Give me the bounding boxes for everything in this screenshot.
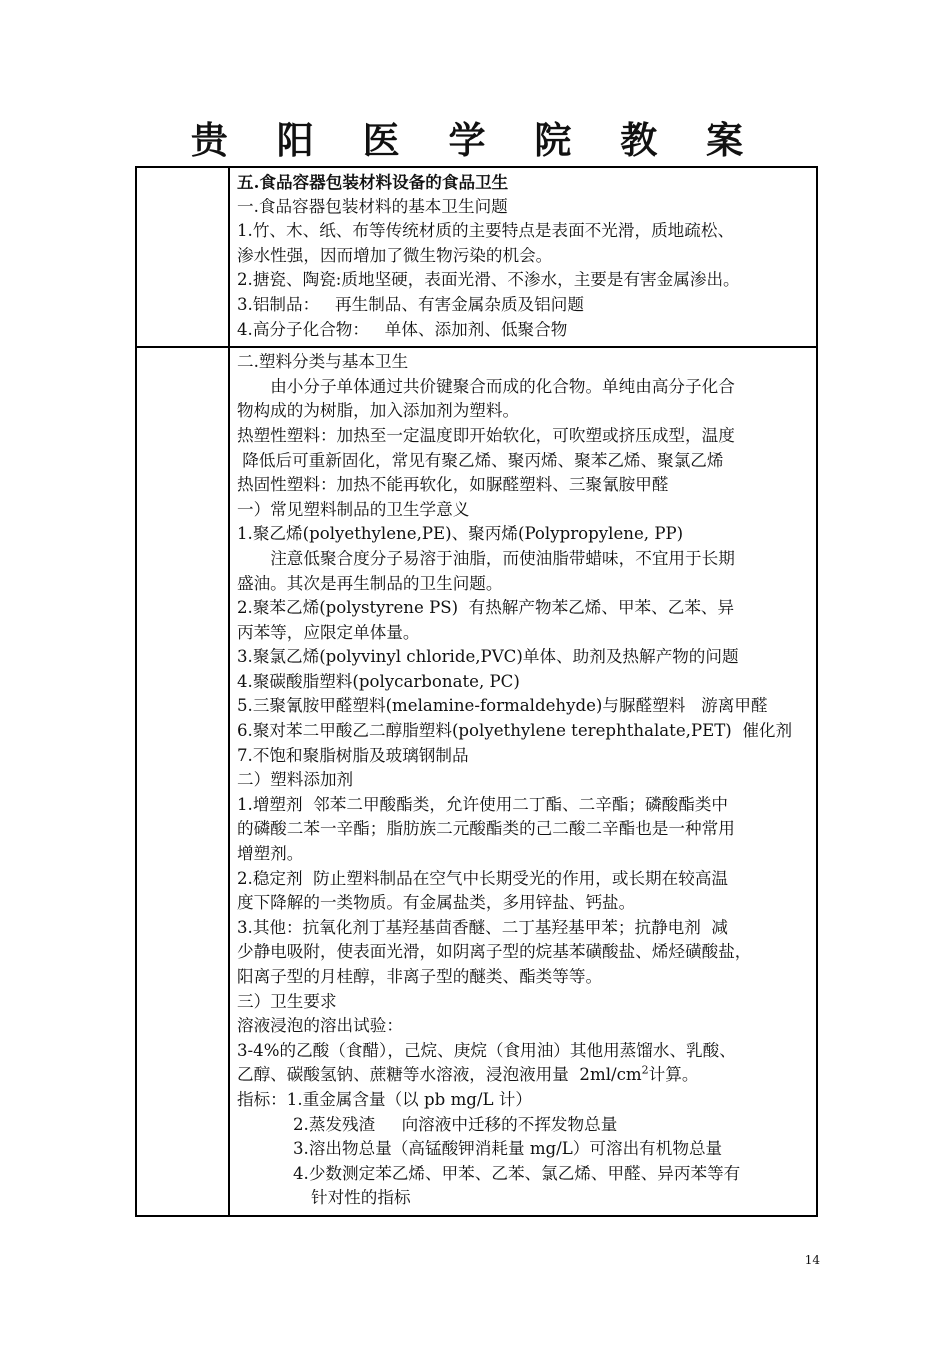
text-line: 由小分子单体通过共价键聚合而成的化合物。单纯由高分子化合 [270,376,735,396]
left-column-cell [136,347,229,1216]
text-line: 阳离子型的月桂醇，非离子型的醚类、酯类等等。 [237,967,603,986]
text-line: 1.聚乙烯(polyethylene,PE)、聚丙烯(Polypropylene, PP) [237,524,684,544]
text-line: 物构成的为树脂，加入添加剂为塑料。 [237,401,520,421]
table-row [136,167,817,347]
text-line: 3.其他：抗氧化剂丁基羟基茴香醚、二丁基羟基甲苯；抗静电剂 减 [237,917,729,937]
text-line [237,1063,810,1088]
subheading: 一）常见塑料制品的卫生学意义 [237,499,470,519]
text-line: 增塑剂。 [237,844,304,864]
text-line: 5.三聚氰胺甲醛塑料(melamine-formaldehyde)与脲醛塑料 游离甲醛 [237,696,768,716]
text-line: 3.铝制品： 再生制品、有害金属杂质及铝问题 [237,294,584,314]
text-line: 2.稳定剂 防止塑料制品在空气中长期受光的作用，或长期在较高温 [237,868,729,888]
subheading: 一.食品容器包装材料的基本卫生问题 [237,196,508,216]
text-line: 度下降解的一类物质。有金属盐类，多用锌盐、钙盐。 [237,893,636,913]
text-line: 4.高分子化合物： 单体、添加剂、低聚合物 [237,319,568,339]
text-line: 2.聚苯乙烯(polystyrene PS) 有热解产物苯乙烯、甲苯、乙苯、异 [237,598,735,618]
lesson-plan-table [135,166,818,1217]
text-line: 少静电吸附，使表面光滑，如阴离子型的烷基苯磺酸盐、烯烃磺酸盐， [237,942,752,962]
indicator-item: 4.少数测定苯乙烯、甲苯、乙苯、氯乙烯、甲醛、异丙苯等有 [293,1163,741,1183]
text-line: 热固性塑料：加热不能再软化，如脲醛塑料、三聚氰胺甲醛 [237,475,669,495]
indicator-label: 指标： [237,1089,287,1109]
subheading: 二.塑料分类与基本卫生 [237,352,409,372]
text-line: 降低后可重新固化，常见有聚乙烯、聚丙烯、聚苯乙烯、聚氯乙烯 [237,450,724,470]
text-line: 1.竹、木、纸、布等传统材质的主要特点是表面不光滑，质地疏松、 [237,221,735,241]
text-line: 3.聚氯乙烯(polyvinyl chloride,PVC)单体、助剂及热解产物的问题 [237,647,739,667]
indicator-item: 3.溶出物总量（高锰酸钾消耗量 mg/L）可溶出有机物总量 [293,1139,723,1159]
page-title: 贵 阳 医 学 院 教 案 [190,118,762,162]
text-line: 7.不饱和聚脂树脂及玻璃钢制品 [237,745,469,765]
text-line: 4.聚碳酸脂塑料(polycarbonate, PC) [237,671,520,691]
text-line: 3-4%的乙酸（食醋），己烷、庚烷（食用油）其他用蒸馏水、乳酸、 [237,1040,736,1060]
text-fragment: 计算。 [648,1065,699,1085]
subheading: 二）塑料添加剂 [237,770,354,790]
indicator-item: 针对性的指标 [311,1188,411,1208]
text-line: 注意低聚合度分子易溶于油脂，而使油脂带蜡味，不宜用于长期 [270,548,735,568]
indicator-item: 1.重金属含量（以 pb mg/L 计） [286,1089,532,1109]
subheading: 三）卫生要求 [237,991,337,1011]
content-cell [229,167,817,347]
text-line: 1.增塑剂 邻苯二甲酸酯类，允许使用二丁酯、二辛酯；磷酸酯类中 [237,794,729,814]
left-column-cell [136,167,229,347]
text-line: 6.聚对苯二甲酸乙二醇脂塑料(polyethylene terephthalate,PET) 催化剂 [237,721,793,741]
indicator-line [237,1088,810,1113]
text-line: 2.搪瓷、陶瓷:质地坚硬，表面光滑、不渗水，主要是有害金属渗出。 [237,270,740,290]
page-number: 14 [804,1253,820,1267]
superscript: 2 [641,1063,649,1077]
text-line: 溶液浸泡的溶出试验： [237,1016,403,1036]
text-line: 热塑性塑料：加热至一定温度即开始软化，可吹塑或挤压成型，温度 [237,425,735,445]
text-fragment: 乙醇、碳酸氢钠、蔗糖等水溶液，浸泡液用量 2ml/cm [237,1065,642,1085]
content-cell [229,347,817,1216]
indicator-item: 2.蒸发残渣 向溶液中迁移的不挥发物总量 [293,1114,618,1134]
text-line: 丙苯等，应限定单体量。 [237,622,420,642]
text-line: 渗水性强，因而增加了微生物污染的机会。 [237,245,553,265]
text-line: 盛油。其次是再生制品的卫生问题。 [237,573,503,593]
table-row [136,347,817,1216]
text-line: 的磷酸二苯一辛酯；脂肪族二元酸酯类的己二酸二辛酯也是一种常用 [237,819,735,839]
section-heading: 五.食品容器包装材料设备的食品卫生 [237,172,509,192]
